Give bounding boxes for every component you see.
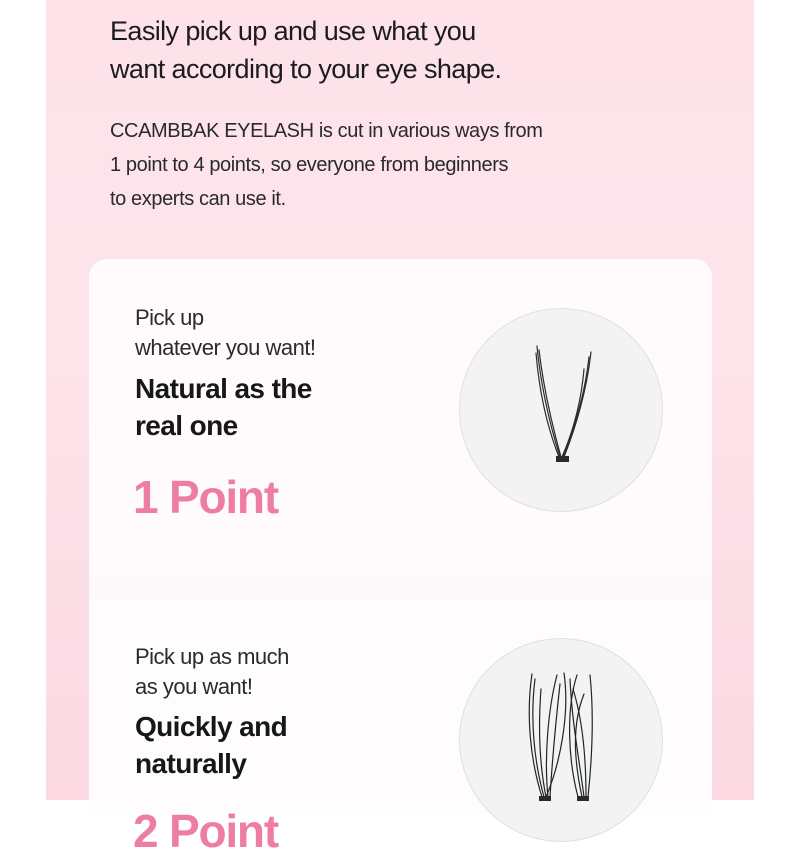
card-subtitle-line-2: as you want! xyxy=(135,674,253,699)
points-label: 1 Point xyxy=(133,471,278,523)
card-title-line-1: Quickly and xyxy=(135,711,288,742)
feature-card-1-point xyxy=(89,259,712,574)
description-line-3: to experts can use it. xyxy=(110,188,286,210)
card-subtitle xyxy=(135,303,415,363)
feature-card-2-point xyxy=(89,574,712,857)
single-cluster-eyelash-icon xyxy=(459,308,663,512)
card-subtitle-line-1: Pick up xyxy=(135,305,204,330)
card-subtitle-line-2: whatever you want! xyxy=(135,335,316,360)
section-description xyxy=(110,114,670,216)
card-subtitle xyxy=(135,642,415,702)
section-headline xyxy=(110,12,670,88)
card-subtitle-line-1: Pick up as much xyxy=(135,644,289,669)
product-detail-panel xyxy=(46,0,754,857)
headline-line-1: Easily pick up and use what you xyxy=(110,16,476,46)
description-line-2: 1 point to 4 points, so everyone from beginners xyxy=(110,154,509,176)
points-label: 2 Point xyxy=(133,805,278,857)
headline-line-2: want according to your eye shape. xyxy=(110,54,502,84)
double-cluster-eyelash-icon xyxy=(459,638,663,842)
card-title-line-2: real one xyxy=(135,410,238,441)
card-title-line-2: naturally xyxy=(135,748,247,779)
card-title-line-1: Natural as the xyxy=(135,373,312,404)
card-title xyxy=(135,370,415,444)
card-title xyxy=(135,708,415,782)
description-line-1: CCAMBBAK EYELASH is cut in various ways from xyxy=(110,120,543,142)
